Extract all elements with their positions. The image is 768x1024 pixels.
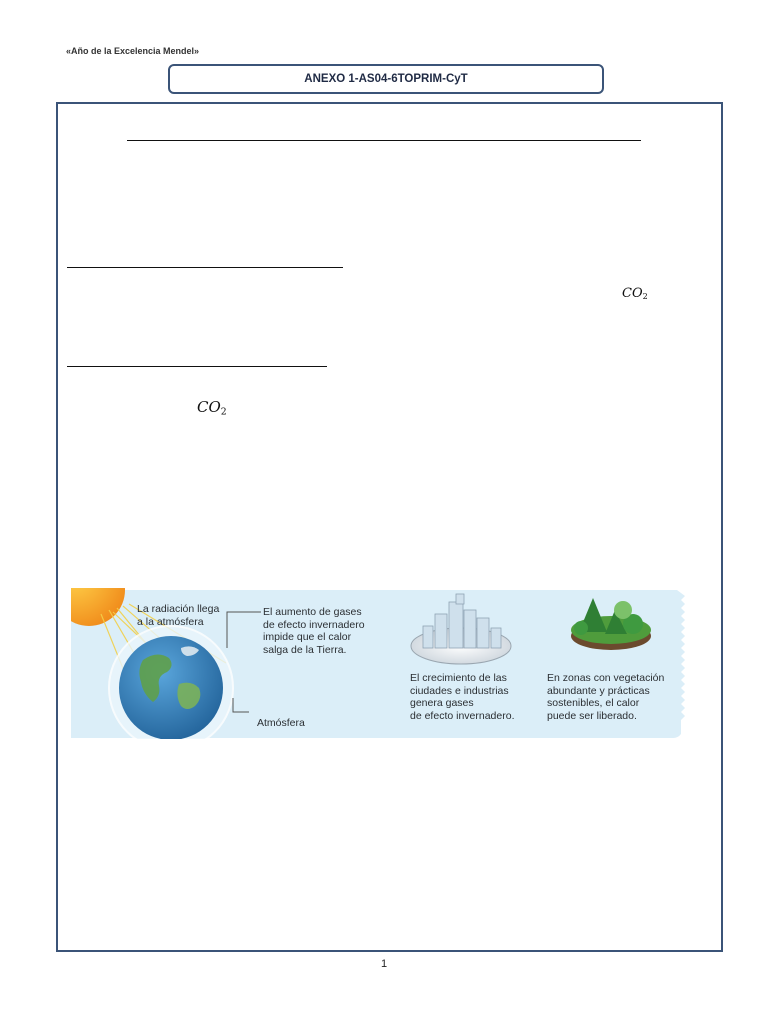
vegetation-label: En zonas con vegetación abundante y prácticas sostenibles, el calor puede ser liberado. [547,672,665,722]
title-rule [127,140,641,141]
page-number: 1 [380,958,388,970]
co2-formula-left: $CO_2$ [197,398,227,418]
earth-icon [119,636,223,739]
content-frame [56,102,723,952]
cities-label: El crecimiento de las ciudades e industrias genera gases de efecto invernadero. [410,672,515,722]
section-rule-2 [67,366,327,367]
atmosphere-label: Atmósfera [257,717,305,729]
annex-code: ANEXO 1-AS04-6TOPRIM-CyT [304,73,468,85]
co2-formula-right: $CO_2$ [622,286,648,301]
annex-title-box [168,64,604,94]
radiation-label: La radiación llega a la atmósfera [137,603,220,628]
greenhouse-effect-figure [71,588,685,739]
section-rule-1 [67,267,343,268]
year-motto: «Año de la Excelencia Mendel» [66,46,200,56]
greenhouse-label: El aumento de gases de efecto invernadero impide que el calor salga de la Tierra. [263,606,365,656]
